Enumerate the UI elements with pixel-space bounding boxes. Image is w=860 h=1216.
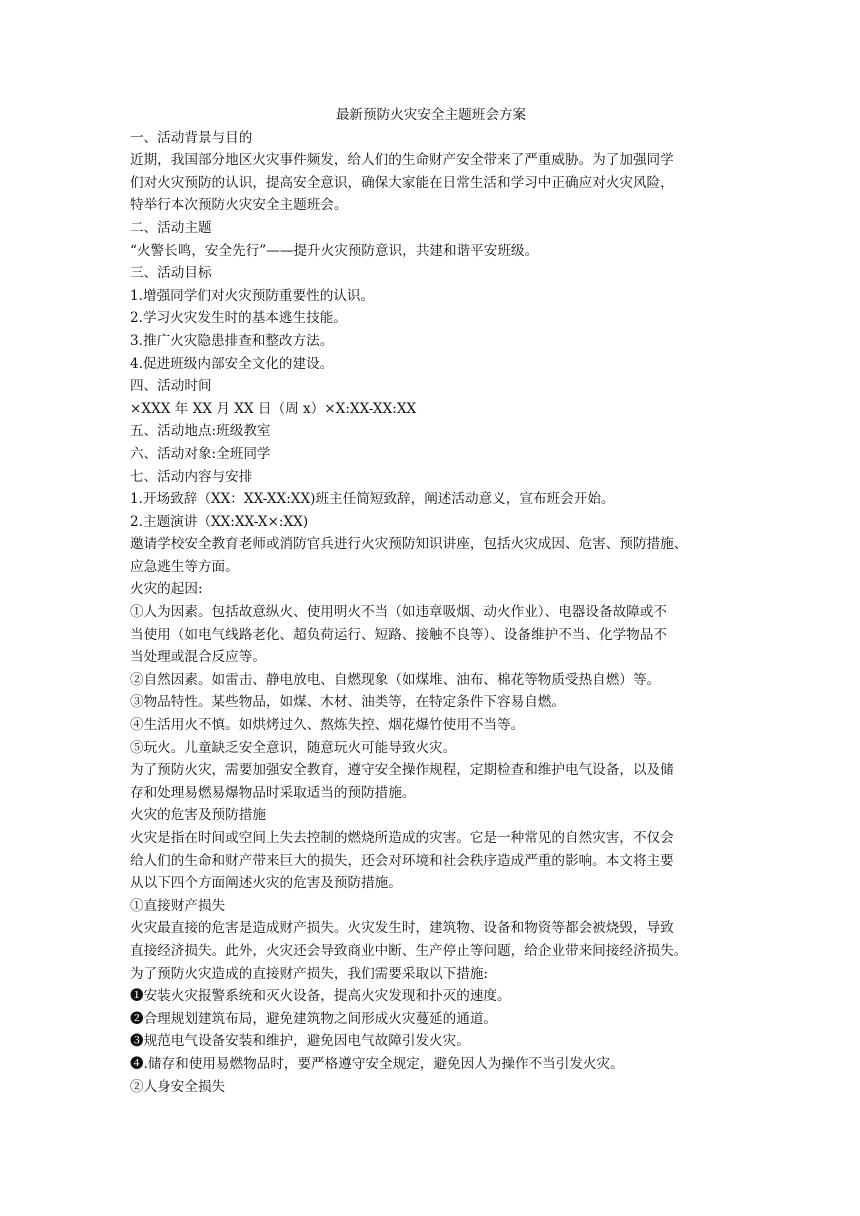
text-line: ③物品特性。某些物品，如煤、木材、油类等，在特定条件下容易自燃。: [130, 694, 565, 711]
text-line: 邀请学校安全教育老师或消防官兵进行火灾预防知识讲座，包括火灾成因、危害、预防措施、: [130, 536, 688, 553]
text-line: 1.开场致辞（XX：XX-XX:XX)班主任简短致辞，阐述活动意义，宣布班会开始。: [130, 491, 615, 508]
text-line: 4.促进班级内部安全文化的建设。: [130, 355, 334, 372]
text-line: 火灾是指在时间或空间上失去控制的燃烧所造成的灾害。它是一种常见的自然灾害，不仅会: [130, 830, 674, 846]
text-line: 从以下四个方面阐述火灾的危害及预防措施。: [130, 875, 402, 892]
text-line: ②人身安全损失: [130, 1078, 226, 1095]
text-line: 特举行本次预防火灾安全主题班会。: [130, 197, 348, 214]
text-line: 六、活动对象:全班同学: [130, 445, 271, 462]
text-line: 给人们的生命和财产带来巨大的损失，还会对环境和社会秩序造成严重的影响。本文将主要: [130, 852, 674, 869]
text-line: 七、活动内容与安排: [130, 468, 253, 485]
text-line: 2.主题演讲（XX:XX-X×:XX): [130, 513, 309, 530]
text-line: ❸规范电气设备安装和维护，避免因电气故障引发火灾。: [130, 1033, 470, 1050]
text-line: 们对火灾预防的认识，提高安全意识，确保大家能在日常生活和学习中正确应对火灾风险，: [130, 174, 674, 191]
text-line: “火警长鸣，安全先行”——提升火灾预防意识，共建和谐平安班级。: [130, 242, 539, 259]
text-line: 应急逃生等方面。: [130, 558, 239, 575]
text-line: 存和处理易燃易爆物品时采取适当的预防措施。: [130, 784, 416, 801]
text-line: 二、活动主题: [130, 219, 212, 236]
text-line: 三、活动目标: [130, 265, 212, 282]
text-line: 一、活动背景与目的: [130, 129, 253, 146]
text-line: 直接经济损失。此外，火灾还会导致商业中断、生产停止等问题，给企业带来间接经济损失。: [130, 942, 688, 959]
text-line: 当处理或混合反应等。: [130, 649, 266, 666]
text-line: 1.增强同学们对火灾预防重要性的认识。: [130, 287, 375, 304]
text-line: ①人为因素。包括故意纵火、使用明火不当（如违章吸烟、动火作业）、电器设备故障或不: [130, 604, 667, 621]
text-line: 近期，我国部分地区火灾事件频发，给人们的生命财产安全带来了严重威胁。为了加强同学: [130, 152, 674, 169]
text-line: 五、活动地点:班级教室: [130, 423, 271, 440]
text-line: ⑤玩火。儿童缺乏安全意识，随意玩火可能导致火灾。: [130, 739, 457, 756]
text-line: 当使用（如电气线路老化、超负荷运行、短路、接触不良等）、设备维护不当、化学物品不: [130, 626, 667, 643]
text-line: 为了预防火灾造成的直接财产损失，我们需要采取以下措施:: [130, 965, 489, 982]
text-line: 为了预防火灾，需要加强安全教育，遵守安全操作规程，定期检查和维护电气设备，以及储: [130, 762, 674, 779]
text-line: ④生活用火不慎。如烘烤过久、熬炼失控、烟花爆竹使用不当等。: [130, 717, 525, 734]
text-line: 2.学习火灾发生时的基本逃生技能。: [130, 310, 347, 327]
text-line: ❹.储存和使用易燃物品时，要严格遵守安全规定，避免因人为操作不当引发火灾。: [130, 1055, 624, 1072]
document-page: [130, 104, 732, 1098]
text-line: ❷合理规划建筑布局，避免建筑物之间形成火灾蔓延的通道。: [130, 1010, 498, 1027]
document-title: 最新预防火灾安全主题班会方案: [335, 107, 527, 123]
text-line: 3.推广火灾隐患排查和整改方法。: [130, 332, 334, 349]
text-line: 四、活动时间: [130, 378, 212, 395]
document-body: [130, 127, 732, 1099]
text-line: ❶安装火灾报警系统和灭火设备，提高火灾发现和扑灭的速度。: [130, 988, 511, 1005]
text-line: ②自然因素。如雷击、静电放电、自燃现象（如煤堆、油布、棉花等物质受热自燃）等。: [130, 671, 661, 688]
text-line: ①直接财产损失: [130, 897, 226, 914]
text-line: 火灾最直接的危害是造成财产损失。火灾发生时，建筑物、设备和物资等都会被烧毁，导致: [130, 920, 674, 937]
text-line: 火灾的起因:: [130, 581, 203, 598]
text-line: 火灾的危害及预防措施: [130, 807, 266, 824]
text-line: ×XXX 年 XX 月 XX 日（周 x）×X:XX-XX:XX: [130, 400, 417, 417]
